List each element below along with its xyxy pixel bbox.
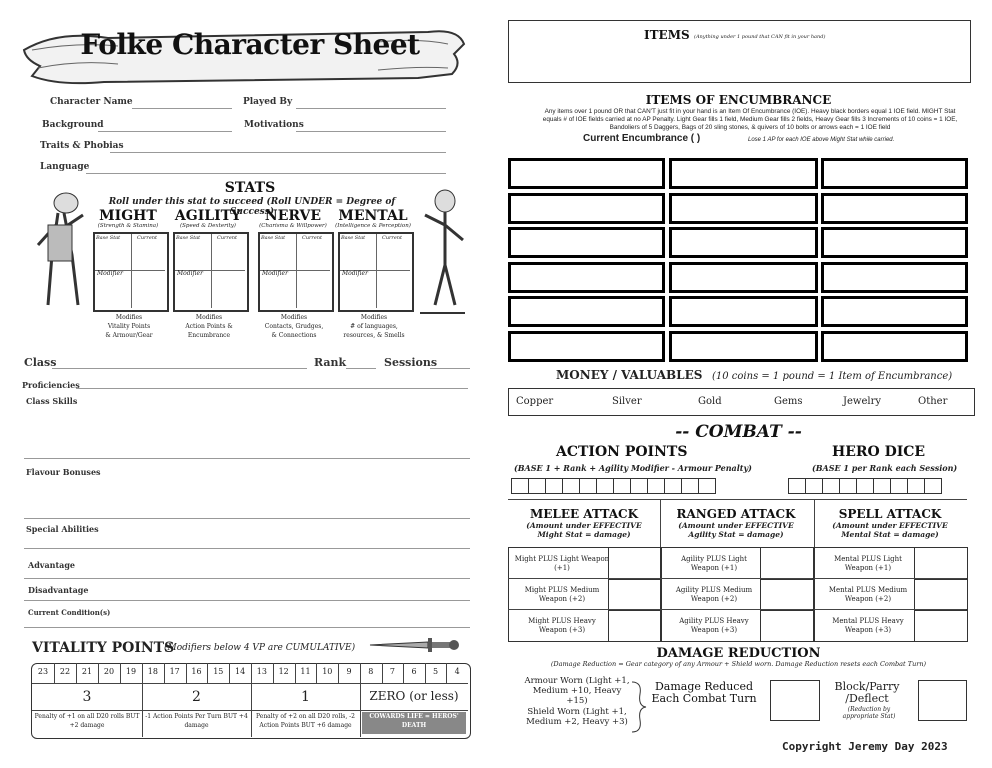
vp-penalty-2: Penalty of +2 on all D20 rolls, -2 Action Points BUT +6 damage (256, 713, 355, 729)
damage-reduction-note: (Damage Reduction = Gear category of any Armour + Shield worn. Damage Reduction resets each Combat Turn) (550, 660, 927, 668)
attack-row-label: Might PLUS Light Weapon (+1) (514, 555, 610, 572)
attack-table-0 (508, 547, 662, 642)
rank-label: Rank (314, 356, 347, 369)
money-col-1: Silver (612, 396, 642, 407)
vp-number[interactable]: 13 (256, 667, 267, 676)
ioe-field[interactable] (669, 158, 818, 189)
class-skills-label: Class Skills (26, 396, 78, 406)
stat-sub-3: (Intelligence & Perception) (335, 223, 411, 229)
ioe-field[interactable] (508, 262, 665, 293)
action-points-note: (BASE 1 + Rank + Agility Modifier - Armour Penalty) (514, 463, 752, 473)
sessions-label: Sessions (384, 356, 438, 369)
vp-penalty-3: COWARDS LIFE = HEROS' DEATH (362, 712, 466, 734)
money-box (508, 388, 975, 416)
money-col-4: Jewelry (843, 396, 882, 407)
block-parry-box[interactable] (918, 680, 967, 721)
ioe-field[interactable] (821, 262, 968, 293)
class-label: Class (24, 356, 57, 369)
stat-modifier-label: Modifier (262, 270, 288, 277)
special-abilities-label: Special Abilities (26, 524, 99, 534)
vp-number[interactable]: 12 (278, 667, 289, 676)
ioe-field[interactable] (508, 296, 665, 327)
ioe-field[interactable] (669, 262, 818, 293)
background-label: Background (42, 120, 104, 130)
ioe-field[interactable] (821, 158, 968, 189)
attack-title-2: SPELL ATTACK (838, 507, 942, 521)
stat-modifies-text: Modifies (115, 314, 143, 321)
stat-modifies-text: Encumbrance (187, 332, 231, 339)
brace-icon (628, 680, 650, 734)
vp-number[interactable]: 21 (81, 667, 93, 676)
items-title: ITEMS (644, 28, 690, 42)
stat-modifies-text: # of languages, (350, 323, 398, 330)
vp-level-2: 1 (301, 689, 310, 705)
stat-base-label: Base Stat (96, 235, 121, 241)
hero-dice-track[interactable] (789, 478, 942, 498)
ioe-field[interactable] (821, 331, 968, 362)
stat-modifies-text: Action Points & (185, 323, 233, 330)
stat-modifies-text: & Armour/Gear (105, 332, 153, 339)
traits-label: Traits & Phobias (40, 141, 124, 151)
attack-row-label: Agility PLUS Light Weapon (+1) (681, 555, 747, 572)
stat-current-label: Current (217, 235, 238, 241)
attack-table-2 (814, 547, 968, 642)
ioe-field[interactable] (821, 193, 968, 224)
stat-name-1: AGILITY (174, 208, 242, 224)
attack-row-label: Might PLUS Heavy Weapon (+3) (528, 617, 596, 634)
attack-sub-1: (Amount under EFFECTIVE Agility Stat = damage) (678, 521, 794, 539)
played-by-label: Played By (243, 97, 293, 107)
attack-row-label: Agility PLUS Heavy Weapon (+3) (679, 617, 749, 634)
vp-number[interactable]: 4 (454, 667, 460, 676)
attack-sub-0: (Amount under EFFECTIVE Might Stat = damage) (526, 521, 642, 539)
shield-worn: Shield Worn (Light +1, Medium +2, Heavy +3) (526, 707, 628, 727)
goblin-illustration-icon (28, 185, 88, 320)
combat-title: -- COMBAT -- (675, 422, 802, 442)
ioe-grid (508, 158, 969, 365)
vp-number[interactable]: 7 (389, 667, 395, 676)
stats-title: STATS (224, 180, 276, 196)
action-points-title: ACTION POINTS (556, 444, 688, 460)
disadvantage-label: Disadvantage (28, 585, 89, 595)
ioe-field[interactable] (508, 158, 665, 189)
advantage-label: Advantage (28, 560, 76, 570)
stat-current-label: Current (382, 235, 403, 241)
sheet-title: Folke Character Sheet (80, 28, 420, 61)
money-col-5: Other (918, 396, 948, 407)
ioe-title: ITEMS OF ENCUMBRANCE (645, 93, 832, 107)
attack-row-label: Mental PLUS Heavy Weapon (+3) (832, 617, 904, 634)
stat-base-label: Base Stat (341, 235, 366, 241)
damage-reduced-box[interactable] (770, 680, 820, 721)
stat-current-label: Current (302, 235, 323, 241)
attack-row-label: Mental PLUS Medium Weapon (+2) (828, 586, 908, 603)
stat-modifies-text: Modifies (280, 314, 308, 321)
hero-dice-title: HERO DICE (832, 444, 926, 460)
ioe-field[interactable] (508, 193, 665, 224)
stat-current-label: Current (137, 235, 158, 241)
attack-title-1: RANGED ATTACK (676, 507, 796, 521)
attack-table-1 (660, 547, 814, 642)
stat-base-label: Base Stat (176, 235, 201, 241)
ioe-field[interactable] (821, 227, 968, 258)
vp-penalty-1: -1 Action Points Per Turn BUT +4 damage (145, 713, 248, 729)
stat-modifier-label: Modifier (342, 270, 368, 277)
motivations-label: Motivations (244, 120, 304, 130)
ioe-field[interactable] (508, 227, 665, 258)
vp-number[interactable]: 16 (191, 667, 202, 676)
stat-modifies-text: Contacts, Grudges, (264, 323, 324, 330)
vp-number[interactable]: 5 (433, 667, 439, 676)
armour-worn: Armour Worn (Light +1, Medium +10, Heavy +15) (524, 676, 630, 706)
vp-number[interactable]: 11 (300, 667, 311, 676)
ioe-field[interactable] (669, 227, 818, 258)
language-label: Language (40, 162, 90, 172)
stat-sub-2: (Charisma & Willpower) (259, 223, 327, 229)
character-name-label: Character Name (50, 97, 133, 107)
ioe-description: Any items over 1 pound OR that CAN'T just fit in your hand is an Item Of Encumbrance (IOE). Heavy black borders equal 1 IOE field. MIGHT Stat equals # of IOE fields carried at no AP Penalty. Light Gear fills 1 field, Medium Gear fills 2 fields, Heavy Gear fills 3 Increments of 10 coins = 1 IOE, Bandoliers of 5 Daggers, Bags of 20 sling stones, & quivers of 10 bolts or arrows each = 1 IOE field (542, 108, 958, 131)
money-col-2: Gold (698, 396, 722, 407)
vp-number[interactable]: 15 (213, 667, 224, 676)
vp-number[interactable]: 19 (125, 667, 137, 676)
ioe-field[interactable] (669, 331, 818, 362)
current-encumbrance: Current Encumbrance ( ) (583, 133, 701, 144)
attack-sub-2: (Amount under EFFECTIVE Mental Stat = damage) (832, 521, 948, 539)
dagger-icon (368, 636, 460, 654)
vp-level-0: 3 (82, 689, 92, 705)
money-note: (10 coins = 1 pound = 1 Item of Encumbrance) (712, 371, 953, 382)
stat-name-3: MENTAL (338, 208, 408, 224)
stat-base-label: Base Stat (261, 235, 286, 241)
money-col-3: Gems (774, 396, 803, 407)
vp-penalty-0: Penalty of +1 on all D20 rolls BUT +2 damage (34, 713, 140, 729)
copyright: Copyright Jeremy Day 2023 (782, 740, 948, 753)
flavour-bonuses-label: Flavour Bonuses (26, 467, 101, 477)
stat-modifies-text: Modifies (360, 314, 388, 321)
block-parry-label: Block/Parry /Deflect (834, 680, 900, 705)
current-condition-label: Current Condition(s) (28, 608, 111, 617)
vp-number[interactable]: 17 (169, 667, 180, 676)
ioe-field[interactable] (669, 193, 818, 224)
ioe-field[interactable] (669, 296, 818, 327)
vp-number[interactable]: 20 (103, 667, 115, 676)
damage-reduction-title: DAMAGE REDUCTION (656, 646, 821, 661)
money-title: MONEY / VALUABLES (556, 368, 703, 382)
stat-modifier-label: Modifier (177, 270, 203, 277)
ioe-field[interactable] (821, 296, 968, 327)
vitality-note: (Modifiers below 4 VP are CUMULATIVE) (164, 643, 356, 653)
items-note: (Anything under 1 pound that CAN fit in your hand) (694, 34, 826, 40)
vitality-title: VITALITY POINTS (32, 640, 175, 656)
stat-modifies-text: & Connections (271, 332, 317, 339)
hero-dice-note: (BASE 1 per Rank each Session) (812, 463, 958, 473)
attack-row-label: Mental PLUS Light Weapon (+1) (834, 555, 902, 572)
vp-number[interactable]: 22 (59, 667, 71, 676)
vp-number[interactable]: 8 (368, 667, 374, 676)
vp-number[interactable]: 6 (411, 667, 417, 676)
attack-row-label: Agility PLUS Medium Weapon (+2) (675, 586, 753, 603)
block-parry-note: (Reduction by appropriate Stat) (842, 706, 896, 720)
vp-number[interactable]: 18 (147, 667, 158, 676)
items-box[interactable] (508, 20, 971, 83)
stat-modifies-text: Modifies (195, 314, 223, 321)
damage-reduced-label: Damage Reduced Each Combat Turn (651, 680, 757, 705)
stat-name-2: NERVE (264, 208, 322, 224)
attack-row-label: Might PLUS Medium Weapon (+2) (524, 586, 600, 603)
stat-modifies-text: Vitality Points (107, 323, 151, 330)
vp-number[interactable]: 10 (322, 667, 333, 676)
money-col-0: Copper (516, 396, 554, 407)
vp-number[interactable]: 9 (346, 667, 352, 676)
current-encumbrance-note: Lose 1 AP for each IOE above Might Stat while carried. (748, 137, 895, 143)
action-points-track[interactable] (512, 478, 716, 498)
stat-modifies-text: resources, & Smells (343, 332, 405, 339)
vp-level-1: 2 (192, 689, 201, 705)
stat-modifier-label: Modifier (97, 270, 123, 277)
vp-number[interactable]: 14 (234, 667, 246, 676)
stat-name-0: MIGHT (99, 208, 157, 224)
stats-subtitle: Roll under this stat to succeed (Roll UNDER = Degree of Success) (108, 197, 396, 217)
ioe-field[interactable] (508, 331, 665, 362)
attack-title-0: MELEE ATTACK (529, 507, 639, 521)
proficiencies-label: Proficiencies (22, 380, 80, 390)
vp-level-3: ZERO (or less) (369, 689, 459, 703)
stat-sub-0: (Strength & Stamina) (97, 223, 159, 229)
creature-illustration-icon (415, 185, 470, 320)
vp-number[interactable]: 23 (37, 667, 49, 676)
stat-sub-1: (Speed & Dexterity) (180, 223, 236, 229)
